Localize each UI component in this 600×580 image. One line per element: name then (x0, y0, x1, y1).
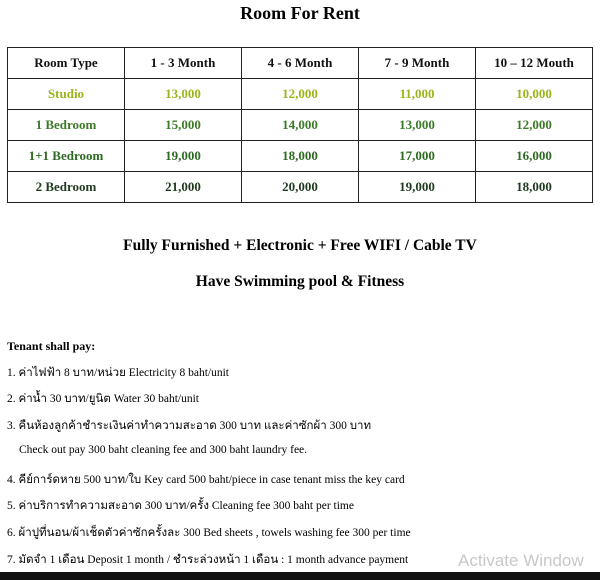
term-electricity: 1. ค่าไฟฟ้า 8 บาท/หน่วย Electricity 8 baht/unit (7, 367, 229, 379)
bottom-edge-bar (0, 572, 600, 580)
facilities-tagline: Have Swimming pool & Fitness (195, 273, 405, 290)
term-checkout: 3. คืนห้องลูกค้าชำระเงินค่าทำความสะอาด 300 บาท และค่าซักผ้า 300 บาท (7, 420, 372, 432)
term-key-card: 4. คีย์การ์ดหาย 500 บาท/ใบ Key card 500 baht/piece in case tenant miss the key card (7, 474, 405, 486)
price-cell: 15,000 (125, 110, 242, 141)
header-room-type: Room Type (8, 48, 125, 79)
price-cell: 18,000 (476, 172, 593, 203)
page-title: Room For Rent (240, 3, 360, 23)
price-cell: 21,000 (125, 172, 242, 203)
price-cell: 12,000 (242, 79, 359, 110)
price-cell: 13,000 (359, 110, 476, 141)
amenities-tagline: Fully Furnished + Electronic + Free WIFI / Cable TV (123, 237, 477, 254)
room-type-cell: 2 Bedroom (8, 172, 125, 203)
price-cell: 19,000 (125, 141, 242, 172)
table-row (8, 79, 593, 110)
room-type-cell: 1+1 Bedroom (8, 141, 125, 172)
table-row (8, 141, 593, 172)
rent-rate-table (7, 47, 593, 203)
price-cell: 17,000 (359, 141, 476, 172)
term-deposit: 7. มัดจำ 1 เดือน Deposit 1 month / ชำระล่วงหน้า 1 เดือน : 1 month advance payment (7, 554, 409, 566)
room-type-cell: Studio (8, 79, 125, 110)
price-cell: 20,000 (242, 172, 359, 203)
header-1-3-month: 1 - 3 Month (125, 48, 242, 79)
price-cell: 18,000 (242, 141, 359, 172)
price-cell: 14,000 (242, 110, 359, 141)
price-cell: 12,000 (476, 110, 593, 141)
price-cell: 16,000 (476, 141, 593, 172)
price-cell: 19,000 (359, 172, 476, 203)
term-checkout-english: Check out pay 300 baht cleaning fee and 300 baht laundry fee. (19, 444, 308, 456)
term-bed-sheets: 6. ผ้าปูที่นอน/ผ้าเช็ดตัวค่าซักครั้งละ 300 Bed sheets , towels washing fee 300 per time (7, 527, 411, 539)
table-header-row (8, 48, 593, 79)
header-4-6-month: 4 - 6 Month (242, 48, 359, 79)
price-cell: 13,000 (125, 79, 242, 110)
table-row (8, 110, 593, 141)
room-type-cell: 1 Bedroom (8, 110, 125, 141)
term-cleaning-fee: 5. ค่าบริการทำความสะอาด 300 บาท/ครั้ง Cleaning fee 300 baht per time (7, 500, 354, 512)
activate-windows-watermark: Activate Window (458, 551, 584, 570)
header-7-9-month: 7 - 9 Month (359, 48, 476, 79)
term-water: 2. ค่าน้ำ 30 บาท/ยูนิต Water 30 baht/unit (7, 393, 199, 405)
price-cell: 10,000 (476, 79, 593, 110)
tenant-terms-heading: Tenant shall pay: (7, 339, 96, 353)
price-cell: 11,000 (359, 79, 476, 110)
header-10-12-month: 10 – 12 Mouth (476, 48, 593, 79)
table-row (8, 172, 593, 203)
